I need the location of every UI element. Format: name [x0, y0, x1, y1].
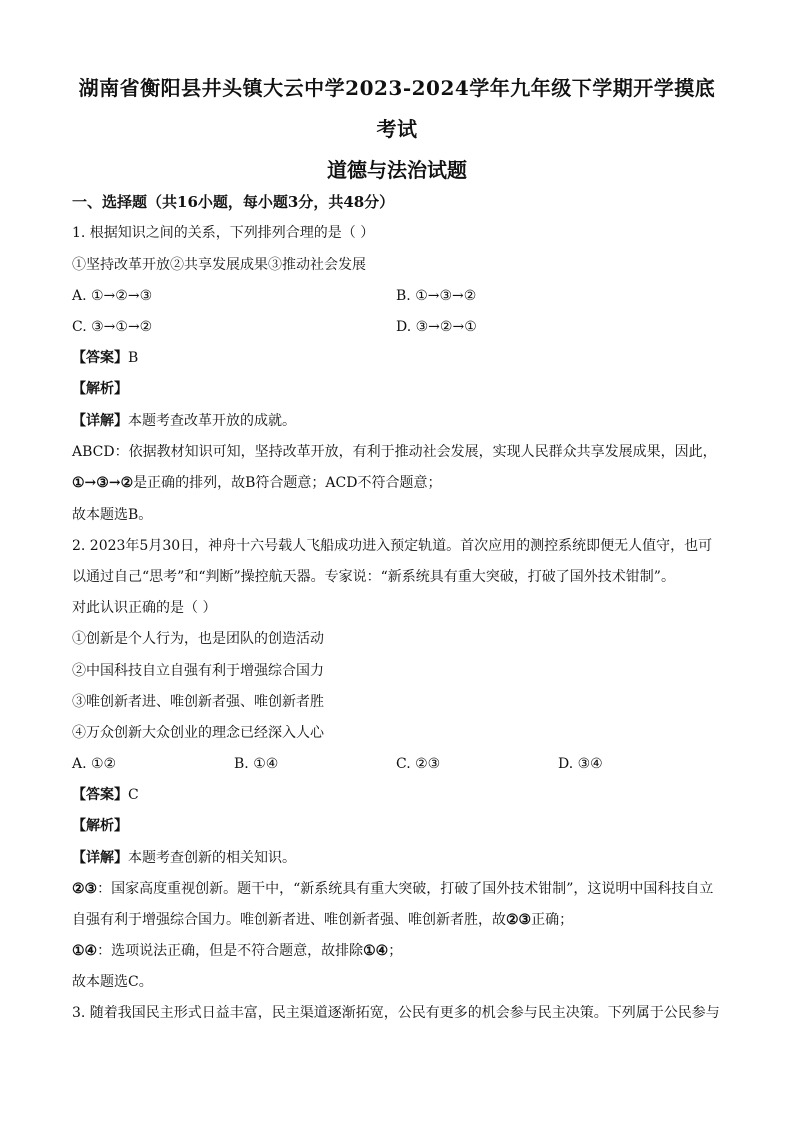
q2-answer	[72, 786, 139, 804]
detail-text: 本题考查改革开放的成就。	[128, 413, 296, 429]
q2-explanation-text: 自强有利于增强综合国力。唯创新者进、唯创新者强、唯创新者胜，故	[72, 912, 506, 928]
q2-choice-bold: ①④	[72, 943, 98, 959]
q1-option-b: B. ①→③→②	[396, 288, 477, 304]
analysis-tag: 【解析】	[72, 381, 128, 397]
q1-conclusion: 故本题选B。	[72, 507, 153, 523]
q1-option-a: A. ①→②→③	[72, 288, 153, 304]
q2-option-d: D. ③④	[558, 756, 603, 772]
exam-title-line1: 湖南省衡阳县井头镇大云中学2023-2024学年九年级下学期开学摸底	[78, 76, 716, 100]
q2-detail	[72, 849, 296, 867]
answer-value: B	[128, 350, 139, 366]
q1-order-bold: ①→③→②	[72, 475, 134, 491]
q2-explanation-text: ：选项说法正确，但是不符合题意，故排除	[97, 943, 364, 959]
q2-option-a: A. ①②	[72, 756, 117, 772]
analysis-tag: 【解析】	[72, 818, 128, 834]
q2-item-3: ③唯创新者进、唯创新者强、唯创新者胜	[72, 694, 324, 710]
detail-text: 本题考查创新的相关知识。	[128, 850, 296, 866]
q2-explanation-line3	[72, 942, 402, 960]
answer-tag: 【答案】	[72, 787, 128, 803]
answer-value: C	[128, 787, 139, 803]
q2-option-c: C. ②③	[396, 756, 441, 772]
q1-explanation-line1: ABCD：依据教材知识可知，坚持改革开放，有利于推动社会发展，实现人民群众共享发展成果，因此，	[72, 444, 717, 460]
exam-title-line2: 考试	[376, 117, 418, 141]
q1-items: ①坚持改革开放②共享发展成果③推动社会发展	[72, 257, 366, 273]
q2-item-4: ④万众创新大众创业的理念已经深入人心	[72, 725, 324, 741]
q2-explanation-end: 正确；	[531, 912, 574, 928]
q3-stem-line1: 3. 随着我国民主形式日益丰富，民主渠道逐渐拓宽，公民有更多的机会参与民主决策。下列属于公民参与	[72, 1005, 720, 1021]
q2-item-1: ①创新是个人行为，也是团队的创造活动	[72, 631, 324, 647]
q1-stem: 1. 根据知识之间的关系，下列排列合理的是（ ）	[72, 225, 375, 241]
q1-answer	[72, 349, 138, 367]
q1-option-d: D. ③→②→①	[396, 319, 477, 335]
detail-tag: 【详解】	[72, 850, 128, 866]
subject-title: 道德与法治试题	[327, 158, 467, 182]
section-heading: 一、选择题（共16小题，每小题3分，共48分）	[72, 193, 395, 211]
q2-stem-line3: 对此认识正确的是（ ）	[72, 600, 217, 616]
q2-item-2: ②中国科技自立自强有利于增强综合国力	[72, 663, 324, 679]
detail-tag: 【详解】	[72, 413, 128, 429]
answer-tag: 【答案】	[72, 350, 128, 366]
q2-option-b: B. ①④	[234, 756, 279, 772]
q2-choice-bold: ②③	[506, 912, 532, 928]
q1-explanation-line2	[72, 474, 441, 492]
q2-stem-line1: 2. 2023年5月30日，神舟十六号载人飞船成功进入预定轨道。首次应用的测控系统即便无人值守，也可	[72, 538, 713, 554]
q1-option-c: C. ③→①→②	[72, 319, 153, 335]
q2-analysis-tag	[72, 817, 128, 835]
q2-explanation-end: ；	[388, 943, 403, 959]
q2-conclusion: 故本题选C。	[72, 974, 153, 990]
q1-detail	[72, 412, 296, 430]
q2-explanation-text: ：国家高度重视创新。题干中，“新系统具有重大突破，打破了国外技术钳制”，这说明中国科技自立	[97, 881, 714, 897]
q1-explanation-text: 是正确的排列，故B符合题意；ACD不符合题意；	[133, 475, 442, 491]
q1-analysis-tag	[72, 380, 128, 398]
q2-choice-bold: ②③	[72, 881, 98, 897]
q2-stem-line2: 以通过自己“思考”和“判断”操控航天器。专家说：“新系统具有重大突破，打破了国外技术钳制”。	[72, 569, 675, 585]
q2-explanation-line1	[72, 880, 713, 898]
q2-choice-bold: ①④	[363, 943, 389, 959]
q2-explanation-line2	[72, 911, 573, 929]
